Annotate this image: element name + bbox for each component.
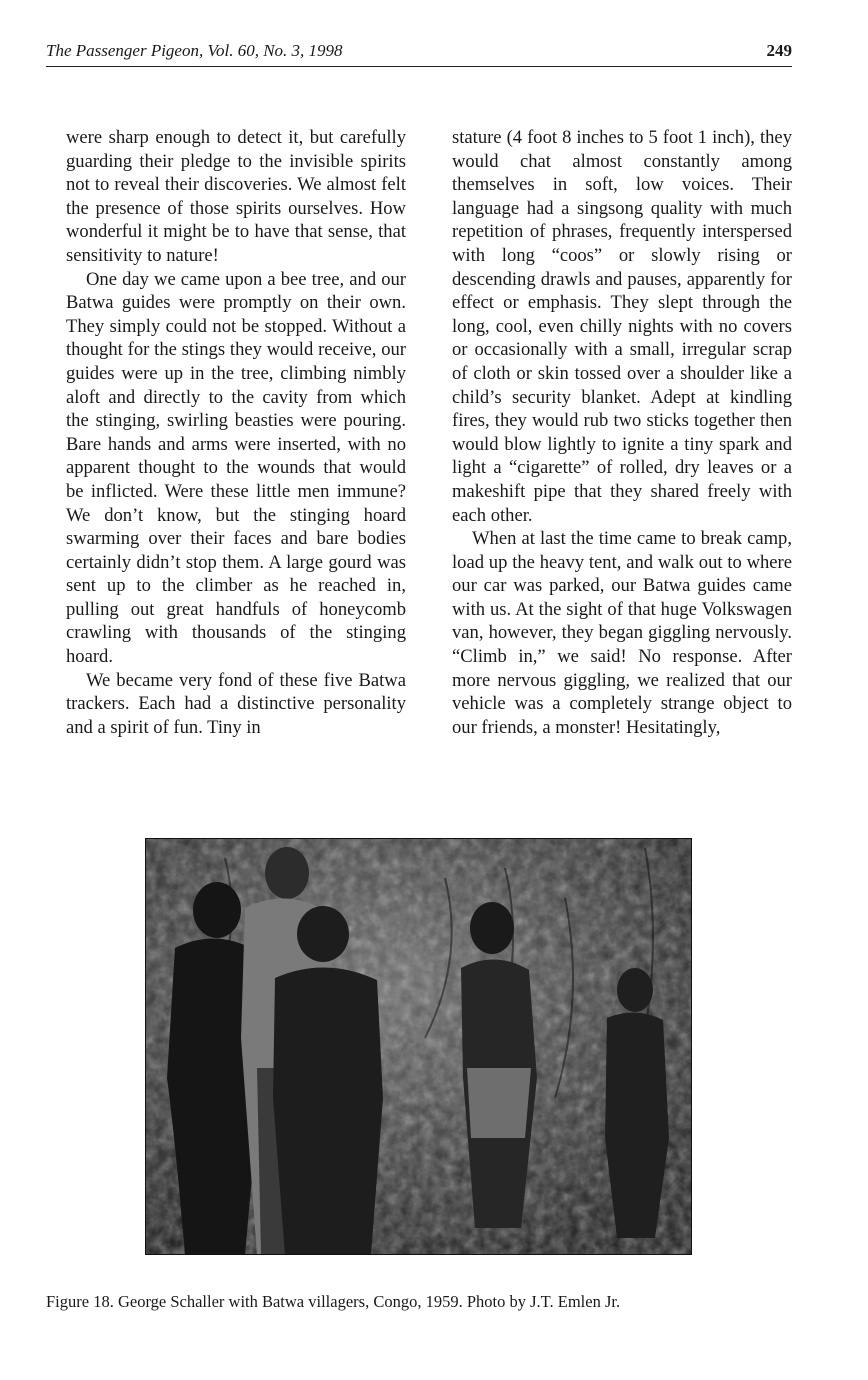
page-number: 249	[766, 41, 792, 60]
paragraph: We became very fond of these five Batwa trackers. Each had a distinctive personality and a spirit of fun. Tiny in	[66, 669, 406, 738]
paragraph: One day we came upon a bee tree, and our Batwa guides were promptly on their own. They simply could not be stopped. Without a thought for the stings they would receive, our guides were up in the tree, climbing nimbly aloft and directly to the cavity from which the stinging, swirling beasties were pouring. Bare hands and arms were inserted, with no apparent thought to the wounds that would be inflicted. Were these little men immune? We don’t know, but the stinging hoard swarming over their faces and bare bodies certainly didn’t stop them. A large gourd was sent up to the climber as he reached in, pulling out great handfuls of honeycomb crawling with thousands of the stinging hoard.	[66, 268, 406, 668]
left-column	[66, 126, 406, 739]
figure-photo	[145, 838, 692, 1255]
running-head	[46, 40, 792, 67]
paragraph: were sharp enough to detect it, but carefully guarding their pledge to the invisible spirits not to reveal their discoveries. We almost felt the presence of those spirits ourselves. How wonderful it might be to have that sense, that sensitivity to nature!	[66, 127, 406, 266]
paragraph: When at last the time came to break camp, load up the heavy tent, and walk out to where our car was parked, our Batwa guides came with us. At the sight of that huge Volkswagen van, however, they began giggling nervously. “Climb in,” we said! No response. After more nervous giggling, we realized that our vehicle was a completely strange object to our friends, a monster! Hesitatingly,	[452, 528, 792, 738]
figure-caption: Figure 18. George Schaller with Batwa villagers, Congo, 1959. Photo by J.T. Emlen Jr.	[46, 1292, 621, 1311]
right-column	[452, 126, 792, 739]
journal-title: The Passenger Pigeon, Vol. 60, No. 3, 1998	[46, 41, 343, 60]
photo-image	[145, 838, 692, 1255]
paragraph: stature (4 foot 8 inches to 5 foot 1 inch), they would chat almost constantly among themselves in soft, low voices. Their language had a singsong quality with much repetition of phrases, frequently interspersed with long “coos” or slowly rising or descending drawls and pauses, apparently for effect or emphasis. They slept through the long, cool, even chilly nights with no covers or occasionally with a small, irregular scrap of cloth or skin tossed over a shoulder like a child’s security blanket. Adept at kindling fires, they would rub two sticks together then would blow lightly to ignite a tiny spark and light a “cigarette” of rolled, dry leaves or a makeshift pipe that they shared freely with each other.	[452, 127, 792, 526]
